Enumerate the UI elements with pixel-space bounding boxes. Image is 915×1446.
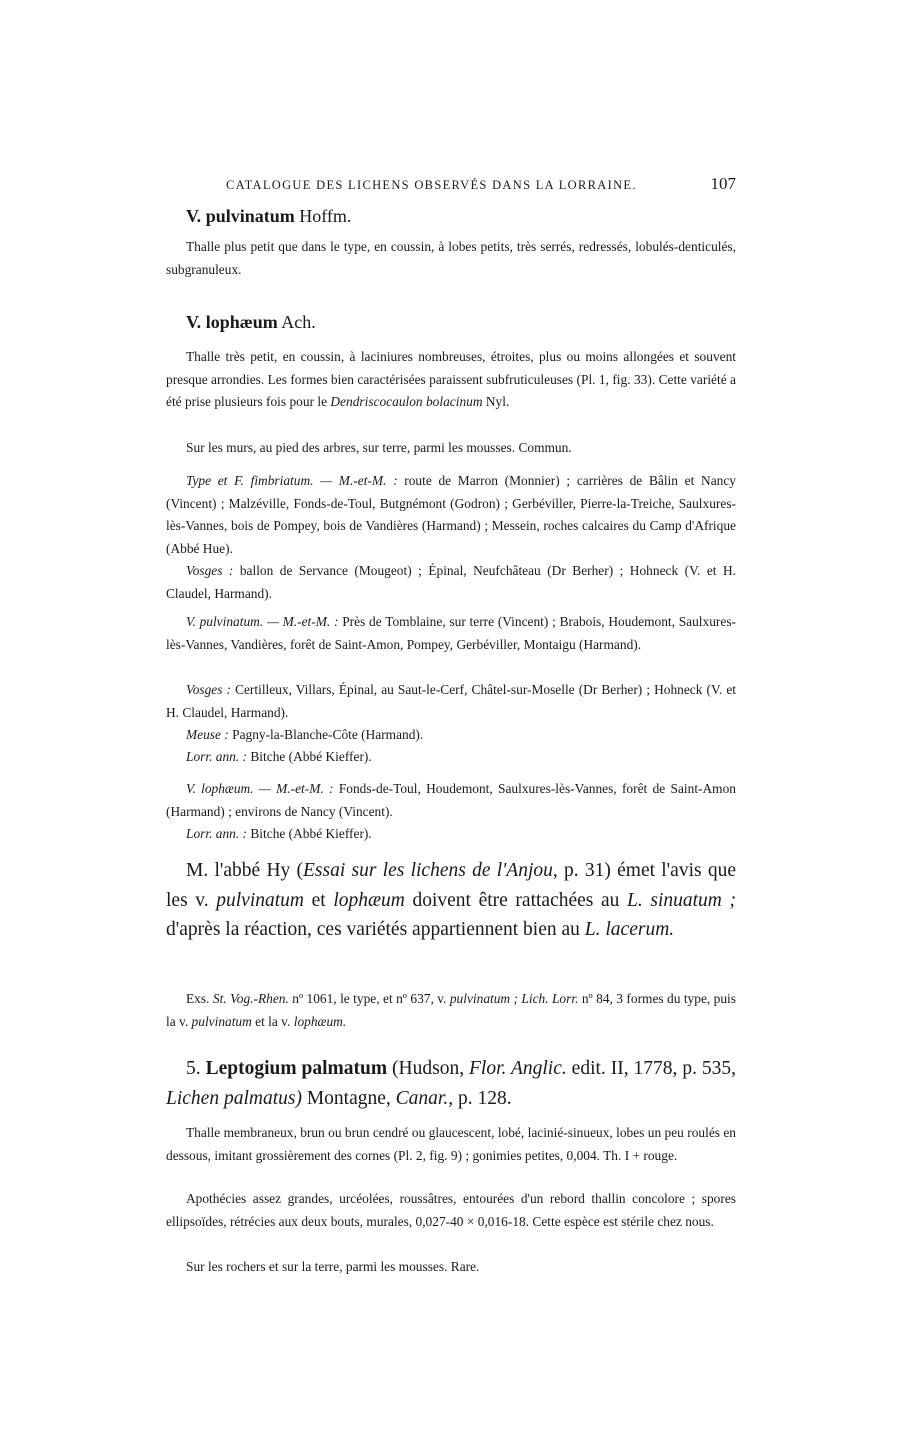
locality-text: Pagny-la-Blanche-Côte (Harmand). [232,727,424,742]
note-paragraph [166,856,736,945]
habitat-text: Sur les murs, au pied des arbres, sur terre, parmi les mousses. Commun. [186,440,572,455]
variety-label: V. [186,312,202,332]
localities-pulvinatum-meuse [166,724,736,747]
localities-type-vosges [166,560,736,605]
variety-description: Thalle plus petit que dans le type, en coussin, à lobes petits, très serrés, redressés, lobulés-denticulés, subgranuleux. [166,239,736,277]
species-text: (Hudson, [387,1058,469,1079]
locality-text: Près de Tomblaine, sur terre (Vincent) ; Brabois, Houdemont, Saulxures-lès-Vannes, Vandières, forêt de Saint-Amon, Pompey, Gerbéviller, Montaigu (Harmand). [166,614,736,652]
localities-pulvinatum-vosges [166,679,736,724]
localities-lophaeum-lorraine [166,823,736,846]
taxon-name: Dendriscocaulon bolacinum [330,394,483,409]
variety-name: lophæum [205,312,278,332]
note-text: et [304,889,334,911]
exsiccata-paragraph [166,988,736,1033]
locality-lead: Lorr. ann. : [186,749,248,764]
note-italic: Essai sur les lichens de l'Anjou, [303,860,558,881]
locality-text: ballon de Servance (Mougeot) ; Épinal, Neufchâteau (Dr Berher) ; Hohneck (V. et H. Claudel, Harmand). [166,563,736,601]
note-text: p. 31) émet l'avis que les v. [166,860,736,911]
locality-lead: Meuse : [186,727,229,742]
exs-italic: St. Vog.-Rhen. [212,991,289,1006]
species-italic: Lichen palmatus) [166,1087,302,1109]
species-apothecia: Apothécies assez grandes, urcéolées, roussâtres, entourées d'un rebord thallin concolore ; spores ellipsoïdes, rétrécies aux deux bouts, murales, 0,027-40 × 0,016-18. Cette espèce est stérile chez nous. [166,1191,736,1229]
species-number: 5. [186,1058,201,1079]
species-text: p. 128. [453,1087,512,1109]
locality-text: route de Marron (Monnier) ; carrières de Bâlin et Nancy (Vincent) ; Malzéville, Fonds-de-Toul, Butgnémont (Godron) ; Gerbéviller, Pierre-la-Treiche, Saulxures-lès-Vannes, bois de Pompey, bois de Vandières (Harmand) ; Messein, roches calcaires du Camp d'Afrique (Abbé Hue). [166,473,736,556]
variety-author: Ach. [281,312,316,332]
locality-lead: V. pulvinatum. — M.-et-M. : [186,614,339,629]
localities-pulvinatum-lorraine [166,746,736,769]
variety-label: V. [186,206,202,226]
exs-italic: lophæum. [293,1013,347,1029]
exs-text: nº 1061, le type, et nº 637, v. [288,991,450,1006]
locality-lead: V. lophæum. — M.-et-M. : [186,781,334,796]
note-italic: L. lacerum. [584,919,675,940]
localities-pulvinatum [166,611,736,656]
species-description: Thalle membraneux, brun ou brun cendré ou glaucescent, lobé, lacinié-sinueux, lobes un peu roulés en dessous, imitant grossièrement des cornes (Pl. 2, fig. 9) ; gonimies petites, 0,004. Th. I + rouge. [166,1125,736,1163]
note-italic: pulvinatum [216,889,305,911]
locality-text: Bitche (Abbé Kieffer). [250,826,372,841]
species-name: Leptogium palmatum [205,1058,388,1079]
species-italic: Flor. Anglic. [469,1058,567,1079]
localities-lophaeum [166,778,736,823]
running-title: CATALOGUE DES LICHENS OBSERVÉS DANS LA LORRAINE. [226,178,637,192]
locality-text: Fonds-de-Toul, Houdemont, Saulxures-lès-Vannes, forêt de Saint-Amon (Harmand) ; environs de Nancy (Vincent). [166,781,736,819]
locality-lead: Vosges : [186,682,231,697]
locality-lead: Lorr. ann. : [186,826,248,841]
variety-heading-lophaeum [186,312,756,333]
locality-lead: Type et F. fimbriatum. — M.-et-M. : [186,473,398,488]
locality-lead: Vosges : [186,563,234,578]
species-text: Montagne, [301,1087,396,1109]
exs-text: nº 84, 3 formes du type, puis la v. [166,991,736,1029]
exs-italic: pulvinatum [191,1013,252,1029]
variety-name: pulvinatum [205,206,295,226]
note-text: doivent être rattachées au [404,889,628,911]
variety-heading-pulvinatum [186,206,756,227]
exs-italic: pulvinatum ; Lich. Lorr. [449,991,579,1006]
localities-type [166,470,736,560]
page-number: 107 [710,174,736,193]
species-text: edit. II, 1778, p. 535, [566,1058,737,1079]
variety-description [166,346,736,414]
note-italic: lophæum [333,889,405,911]
desc-text: Nyl. [485,394,510,409]
species-heading [166,1054,736,1113]
variety-author: Hoffm. [299,206,352,226]
locality-text: Bitche (Abbé Kieffer). [250,749,372,764]
exs-text: Exs. [186,991,213,1006]
note-text: d'après la réaction, ces variétés appartiennent bien au [166,919,585,940]
species-italic: Canar., [395,1087,454,1109]
desc-text: Thalle très petit, en coussin, à laciniures nombreuses, étroites, plus ou moins allongées et souvent presque arrondies. Les formes bien caractérisées paraissent subfruticuleuses (Pl. 1, fig. 33). Cette variété a été prise plusieurs fois pour le [166,349,736,409]
exs-text: et la v. [251,1013,294,1029]
running-header [226,174,736,193]
note-text: M. l'abbé Hy ( [186,860,304,881]
locality-text: Certilleux, Villars, Épinal, au Saut-le-Cerf, Châtel-sur-Moselle (Dr Berher) ; Hohneck (V. et H. Claudel, Harmand). [166,682,736,720]
species-habitat: Sur les rochers et sur la terre, parmi les mousses. Rare. [186,1259,480,1274]
note-italic: L. sinuatum ; [627,889,736,911]
